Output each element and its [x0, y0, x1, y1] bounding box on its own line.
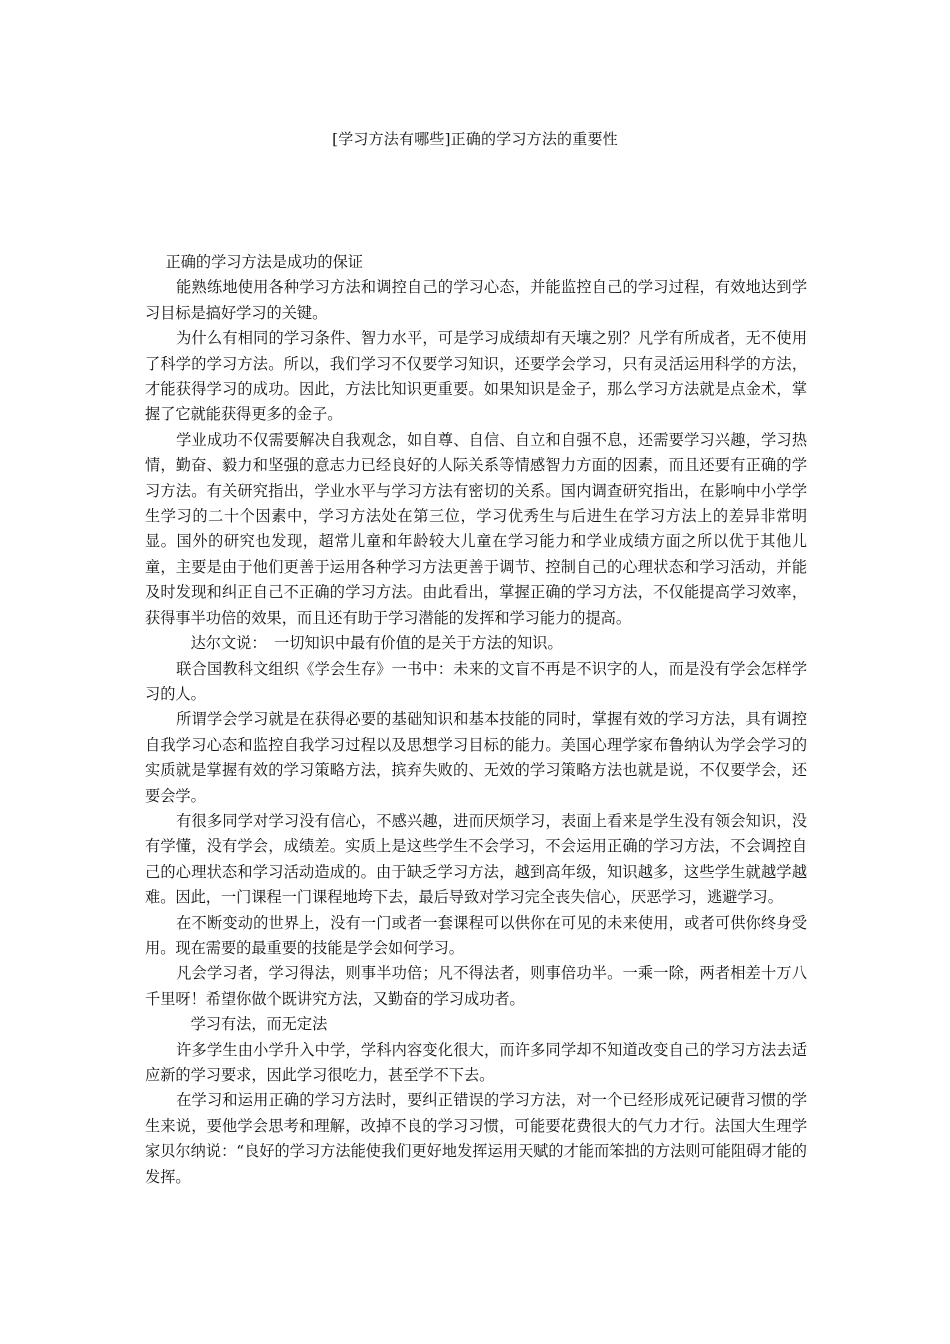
- body-paragraph: 有很多同学对学习没有信心，不感兴趣，进而厌烦学习，表面上看来是学生没有领会知识，没有学懂，没有学会，成绩差。实质上是这些学生不会学习，不会运用正确的学习方法，不会调控自己的心理状态和学习活动造成的。由于缺乏学习方法，越到高年级，知识越多，这些学生就越学越难。因此，一门课程一门课程地垮下去，最后导致对学习完全丧失信心，厌恶学习，逃避学习。: [145, 811, 807, 907]
- section-heading: 正确的学习方法是成功的保证: [165, 253, 363, 271]
- body-paragraph: 能熟练地使用各种学习方法和调控自己的学习心态，并能监控自己的学习过程，有效地达到学习目标是搞好学习的关键。: [145, 278, 807, 322]
- body-paragraph: 在不断变动的世界上，没有一门或者一套课程可以供你在可见的未来使用，或者可供你终身受用。现在需要的最重要的技能是学会如何学习。: [145, 913, 807, 957]
- body-paragraph: 许多学生由小学升入中学，学科内容变化很大，而许多同学却不知道改变自己的学习方法去适应新的学习要求，因此学习很吃力，甚至学不下去。: [145, 1040, 807, 1084]
- body-paragraph: 为什么有相同的学习条件、智力水平，可是学习成绩却有天壤之别？凡学有所成者，无不使用了科学的学习方法。所以，我们学习不仅要学习知识，还要学会学习，只有灵活运用科学的方法，才能获得学习的成功。因此，方法比知识更重要。如果知识是金子，那么学习方法就是点金术，掌握了它就能获得更多的金子。: [145, 329, 807, 424]
- body-paragraph: 在学习和运用正确的学习方法时，要纠正错误的学习方法，对一个已经形成死记硬背习惯的学生来说，要他学会思考和理解，改掉不良的学习习惯，可能要花费很大的气力才行。法国大生理学家贝尔纳说：“良好的学习方法能使我们更好地发挥运用天赋的才能而笨拙的方法则可能阻碍才能的发挥。: [145, 1091, 807, 1186]
- document-body: [145, 250, 807, 1190]
- body-paragraph: 联合国教科文组织《学会生存》一书中：未来的文盲不再是不识字的人，而是没有学会怎样学习的人。: [145, 659, 807, 703]
- body-paragraph: 凡会学习者，学习得法，则事半功倍；凡不得法者，则事倍功半。一乘一除，两者相差十万八千里呀！希望你做个既讲究方法，又勤奋的学习成功者。: [145, 964, 807, 1008]
- document-title: [学习方法有哪些]正确的学习方法的重要性: [332, 130, 618, 148]
- section-heading: 学习有法，而无定法: [190, 1015, 328, 1034]
- body-paragraph: 所谓学会学习就是在获得必要的基础知识和基本技能的同时，掌握有效的学习方法，具有调控自我学习心态和监控自我学习过程以及思想学习目标的能力。美国心理学家布鲁纳认为学会学习的实质就是掌握有效的学习策略方法，摈弃失败的、无效的学习策略方法也就是说，不仅要学会，还要会学。: [145, 710, 807, 805]
- body-paragraph: 学业成功不仅需要解决自我观念，如自尊、自信、自立和自强不息，还需要学习兴趣，学习热情，勤奋、毅力和坚强的意志力已经良好的人际关系等情感智力方面的因素，而且还要有正确的学习方法。有关研究指出，学业水平与学习方法有密切的关系。国内调查研究指出，在影响中小学学生学习的二十个因素中，学习方法处在第三位，学习优秀生与后进生在学习方法上的差异非常明显。国外的研究也发现，超常儿童和年龄较大儿童在学习能力和学业成绩方面之所以优于其他儿童，主要是由于他们更善于运用各种学习方法更善于调节、控制自己的心理状态和学习活动，并能及时发现和纠正自己不正确的学习方法。由此看出，掌握正确的学习方法，不仅能提高学习效率，获得事半功倍的效果，而且还有助于学习潜能的发挥和学习能力的提高。: [145, 430, 807, 627]
- quote-paragraph: 达尔文说： 一切知识中最有价值的是关于方法的知识。: [190, 634, 563, 653]
